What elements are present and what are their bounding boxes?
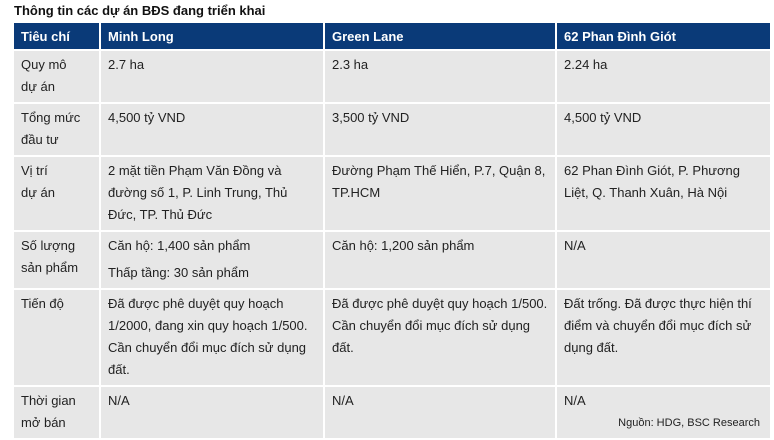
table-row-progress <box>14 288 770 385</box>
table-cell: 62 Phan Đình Giót, P. Phương Liệt, Q. Thanh Xuân, Hà Nội <box>557 155 770 230</box>
header-minh-long: Minh Long <box>101 23 325 49</box>
row-label-line: Tiến độ <box>21 296 64 311</box>
cell-paragraph: Căn hộ: 1,400 sản phẩm <box>108 238 251 253</box>
row-label <box>14 102 101 155</box>
table-cell: Căn hộ: 1,200 sản phẩm <box>325 230 557 288</box>
table-cell: N/A <box>557 230 770 288</box>
row-label <box>14 385 101 438</box>
page-title: Thông tin các dự án BĐS đang triển khai <box>14 3 266 18</box>
source-note: Nguồn: HDG, BSC Research <box>618 417 760 429</box>
table-cell: N/A <box>557 385 770 438</box>
row-label-line: Số lượng sản phẩm <box>21 238 79 275</box>
table-cell: N/A <box>325 385 557 438</box>
table-cell: 4,500 tỷ VND <box>101 102 325 155</box>
table-header-row <box>14 23 770 49</box>
table-cell: Đất trống. Đã được thực hiện thí điểm và chuyển đổi mục đích sử dụng đất. <box>557 288 770 385</box>
header-green-lane: Green Lane <box>325 23 557 49</box>
table-cell: 2.24 ha <box>557 49 770 102</box>
header-criteria: Tiêu chí <box>14 23 101 49</box>
table-row-location <box>14 155 770 230</box>
cell-paragraph: Thấp tầng: 30 sản phẩm <box>108 265 249 280</box>
table-row-quantity <box>14 230 770 288</box>
row-label-line: Vị trí dự án <box>21 163 56 200</box>
table-row-launch-time <box>14 385 770 438</box>
row-label <box>14 288 101 385</box>
table-row-investment <box>14 102 770 155</box>
table-cell <box>101 230 325 288</box>
table-cell: 3,500 tỷ VND <box>325 102 557 155</box>
row-label-line: Tổng mức đầu tư <box>21 110 81 147</box>
row-label <box>14 155 101 230</box>
table-cell: 2.3 ha <box>325 49 557 102</box>
table-cell: Đã được phê duyệt quy hoạch 1/500. Cần chuyển đổi mục đích sử dụng đất. <box>325 288 557 385</box>
table-cell: 2.7 ha <box>101 49 325 102</box>
table-cell: 4,500 tỷ VND <box>557 102 770 155</box>
row-label <box>14 49 101 102</box>
row-label <box>14 230 101 288</box>
table-cell: N/A <box>101 385 325 438</box>
header-62-phan-dinh-giot: 62 Phan Đình Giót <box>557 23 770 49</box>
table-row-scale <box>14 49 770 102</box>
table-cell: Đường Phạm Thế Hiển, P.7, Quận 8, TP.HCM <box>325 155 557 230</box>
projects-table <box>14 23 770 438</box>
row-label-line: Quy mô dự án <box>21 57 67 94</box>
row-label-line: Thời gian mở bán <box>21 393 76 430</box>
table-cell: Đã được phê duyệt quy hoạch 1/2000, đang xin quy hoạch 1/500. Cần chuyển đổi mục đích sử dụng đất. <box>101 288 325 385</box>
table-cell: 2 mặt tiền Phạm Văn Đồng và đường số 1, P. Linh Trung, Thủ Đức, TP. Thủ Đức <box>101 155 325 230</box>
